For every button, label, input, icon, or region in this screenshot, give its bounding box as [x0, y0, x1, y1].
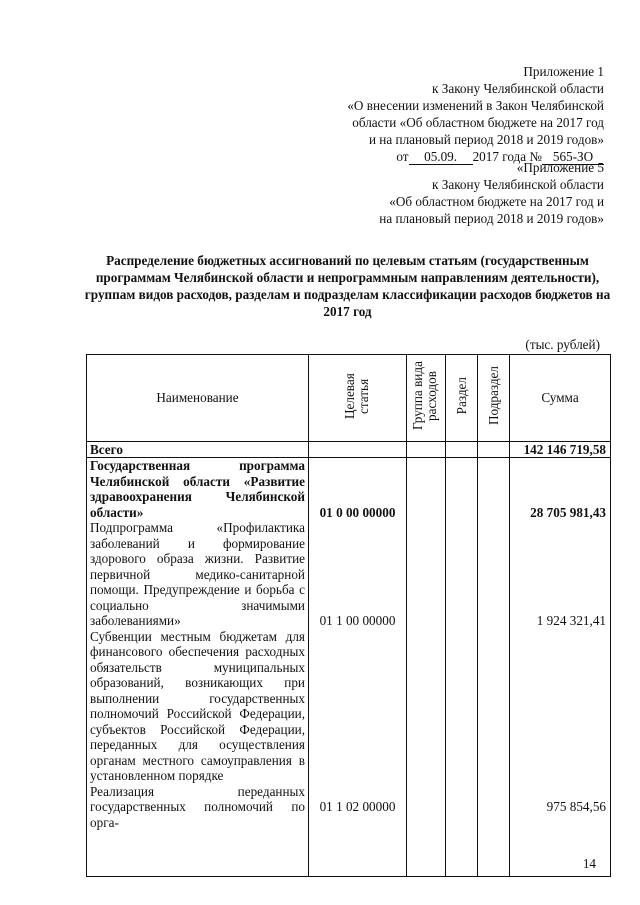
row-name-program: Государственная программа Челябинской области «Развитие здравоохранения Челябинской области»: [90, 458, 305, 520]
row-code-subprogram: 01 1 00 00000: [319, 613, 396, 628]
header-name: Наименование: [87, 355, 309, 442]
date-prefix: от: [396, 149, 409, 164]
total-sum: 142 146 719,58: [510, 442, 611, 458]
total-section: [446, 442, 478, 458]
appendix-5-header: [379, 159, 604, 227]
appendix-line-4: области «Об областном бюджете на 2017 год: [352, 115, 604, 130]
row-sum-subventions: 975 854,56: [546, 799, 606, 814]
total-row: [87, 442, 611, 458]
total-label: Всего: [87, 442, 309, 458]
appendix5-line-4: на плановый период 2018 и 2019 годов»: [379, 211, 604, 226]
row-code-program: 01 0 00 00000: [319, 505, 396, 520]
appendix-line-2: к Закону Челябинской области: [432, 81, 604, 96]
header-subsection: Подраздел: [478, 355, 510, 442]
section-column: [446, 458, 478, 877]
date-mid: 2017 года №: [472, 149, 542, 164]
row-name-subprogram: Подпрограмма «Профилактика заболеваний и формирование здорового образа жизни. Развитие первичной медико-санитарной помощи. Предупреждение и борьба с социально значимыми заболеваниями»: [90, 520, 305, 628]
group-column: [407, 458, 446, 877]
law-number: 565-ЗО: [542, 150, 604, 165]
header-target: Целевая статья: [309, 355, 407, 442]
appendix-line-5: и на плановый период 2018 и 2019 годов»: [368, 132, 604, 147]
codes-column: [309, 458, 407, 877]
row-sum-program: 28 705 981,43: [530, 505, 606, 520]
total-subsection: [478, 442, 510, 458]
row-name-subventions: Субвенции местным бюджетам для финансового обеспечения расходных обязательств муниципальных образований, возникающих при выполнении государственных полномочий Российской Федерации, субъектов Российской Федерации, переданных для осуществления органам местного самоуправления в установленном порядке: [90, 628, 305, 783]
subsection-column: [478, 458, 510, 877]
appendix-line-3: «О внесении изменений в Закон Челябинской: [347, 98, 604, 113]
total-target: [309, 442, 407, 458]
row-code-subventions: 01 1 02 00000: [319, 799, 396, 814]
budget-table: [86, 354, 611, 877]
header-section: Раздел: [446, 355, 478, 442]
header-sum: Сумма: [510, 355, 611, 442]
appendix5-line-2: к Закону Челябинской области: [432, 177, 604, 192]
table-header-row: [87, 355, 611, 442]
sums-column: [510, 458, 611, 877]
units-label: (тыс. рублей): [525, 337, 600, 352]
row-name-implementation: Реализация переданных государственных полномочий по орга-: [90, 783, 305, 830]
appendix-line-1: Приложение 1: [523, 64, 604, 79]
appendix5-line-3: «Об областном бюджете на 2017 год и: [389, 194, 604, 209]
table-body-row: [87, 458, 611, 877]
header-group: Группа вида расходов: [407, 355, 446, 442]
document-title: Распределение бюджетных ассигнований по целевым статьям (государственным программам Челябинской области и непрограммным направлениям деятельности), группам видов расходов, разделам и подразделам классификации расходов бюджетов на 2017 год: [84, 253, 611, 319]
law-date: 05.09.: [409, 150, 473, 165]
total-group: [407, 442, 446, 458]
appendix5-line-1: «Приложение 5: [516, 160, 604, 175]
names-column: [87, 458, 309, 877]
appendix-header: [347, 63, 604, 165]
row-sum-subprogram: 1 924 321,41: [536, 613, 606, 628]
page-number: 14: [582, 856, 596, 871]
